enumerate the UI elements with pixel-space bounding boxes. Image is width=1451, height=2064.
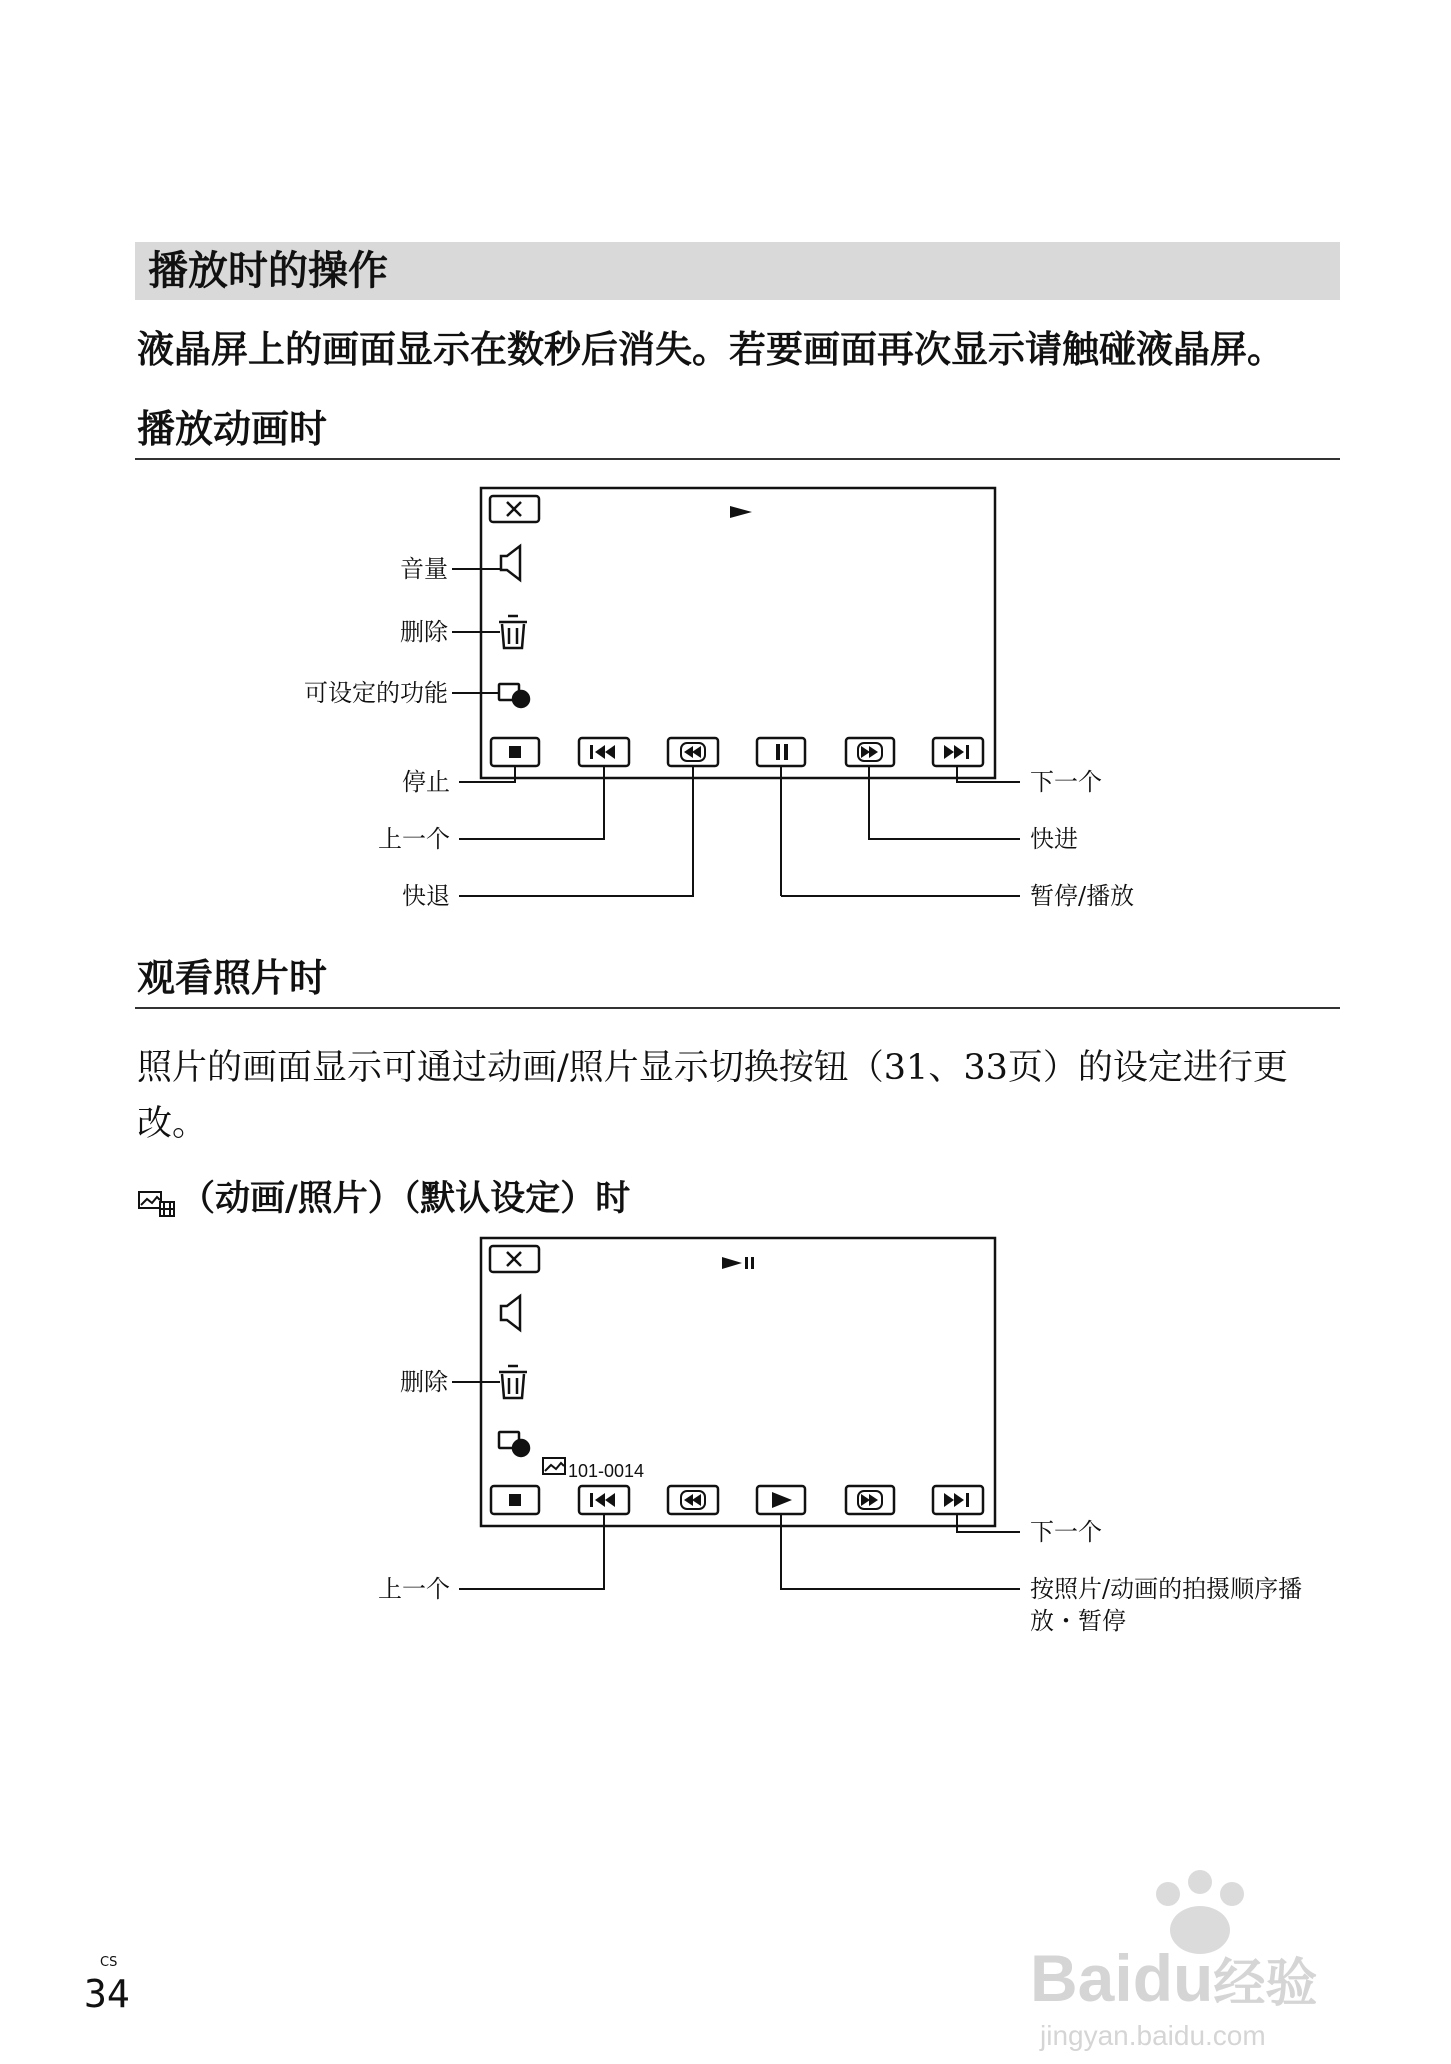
label-delete: 删除 <box>400 618 448 646</box>
photo-file-icon <box>543 1458 565 1474</box>
photo-description: 照片的画面显示可通过动画/照片显示切换按钮（31、33页）的设定进行更改。 <box>137 1048 1288 1144</box>
photo-volume-icon <box>501 1296 520 1330</box>
watermark-brand2: du <box>1132 1941 1214 2015</box>
baidu-watermark <box>1030 1870 1370 2060</box>
photo-mode-heading: （动画/照片）（默认设定）时 <box>180 1179 631 1219</box>
photo-label-next: 下一个 <box>1030 1518 1102 1546</box>
photo-delete-icon <box>499 1366 527 1398</box>
page-number: 34 <box>84 1972 130 2016</box>
watermark-url: jingyan.baidu.com <box>1040 2020 1266 2051</box>
section-title: 播放时的操作 <box>148 248 388 294</box>
label-pause-play: 暂停/播放 <box>1030 882 1135 910</box>
intro-paragraph: 液晶屏上的画面显示在数秒后消失。若要画面再次显示请触碰液晶屏。 <box>137 328 1284 371</box>
photo-settings-icon <box>499 1432 529 1456</box>
watermark-brand: Bai <box>1030 1941 1133 2015</box>
label-fast-forward: 快进 <box>1030 825 1078 853</box>
watermark-suffix: 经验 <box>1213 1955 1318 2013</box>
region-code: CS <box>100 1955 118 1970</box>
label-volume: 音量 <box>400 555 448 583</box>
photo-label-slideshow-line1: 按照片/动画的拍摄顺序播 <box>1030 1575 1303 1603</box>
photo-label-slideshow-line2: 放・暂停 <box>1030 1607 1126 1635</box>
photo-label-delete: 删除 <box>400 1368 448 1396</box>
photo-label-previous: 上一个 <box>378 1575 450 1603</box>
label-previous: 上一个 <box>378 825 450 853</box>
label-next: 下一个 <box>1030 768 1102 796</box>
label-settings: 可设定的功能 <box>304 679 448 707</box>
label-rewind: 快退 <box>402 882 450 910</box>
movie-heading: 播放动画时 <box>137 407 328 451</box>
photo-heading: 观看照片时 <box>137 956 328 1000</box>
photo-lcd-frame <box>481 1238 995 1526</box>
photo-file-number: 101-0014 <box>568 1461 645 1481</box>
label-stop: 停止 <box>402 768 450 796</box>
